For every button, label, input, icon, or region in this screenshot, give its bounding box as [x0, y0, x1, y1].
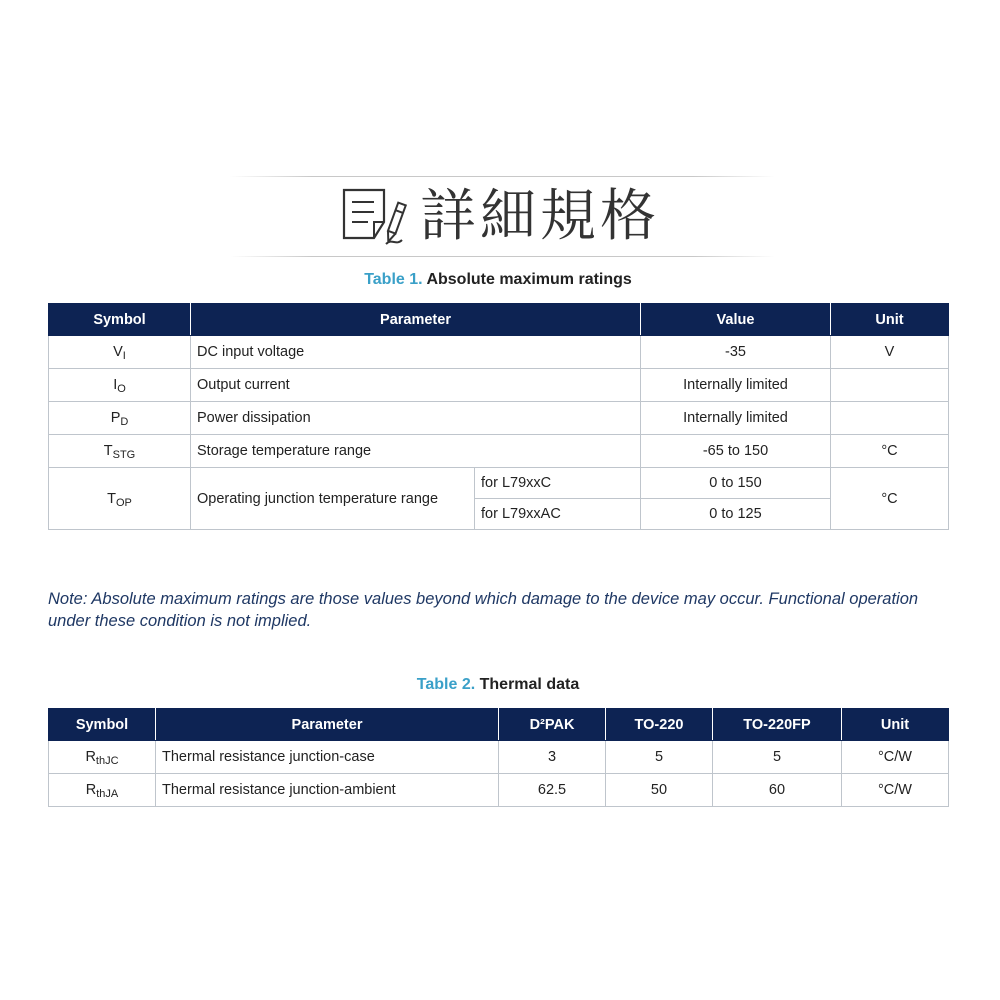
symbol-subscript: thJA — [96, 788, 119, 800]
table-row — [49, 468, 949, 499]
parameter-cell: Power dissipation — [191, 402, 641, 435]
unit-cell — [831, 402, 949, 435]
d2pak-cell: 62.5 — [499, 774, 606, 807]
unit-cell: °C — [831, 435, 949, 468]
parameter-cell: Output current — [191, 369, 641, 402]
absolute-max-ratings-table — [48, 303, 949, 530]
table-header-row — [49, 709, 949, 741]
table1-caption-number: Table 1. — [364, 271, 423, 288]
condition-cell: for L79xxAC — [475, 499, 641, 530]
condition-cell: for L79xxC — [475, 468, 641, 499]
value-cell: -65 to 150 — [641, 435, 831, 468]
symbol-main: R — [85, 782, 97, 798]
value-cell: Internally limited — [641, 369, 831, 402]
symbol-cell — [49, 402, 191, 435]
to220-cell: 50 — [606, 774, 713, 807]
symbol-subscript: thJC — [95, 755, 119, 767]
symbol-subscript: OP — [115, 496, 132, 509]
symbol-main: I — [113, 377, 118, 393]
thermal-data-table — [48, 708, 949, 807]
table-row — [49, 336, 949, 369]
header-value: Value — [641, 304, 831, 336]
value-cell: -35 — [641, 336, 831, 369]
header-parameter: Parameter — [191, 304, 641, 336]
banner-bottom-divider — [230, 256, 775, 257]
unit-cell: °C — [831, 468, 949, 530]
table-row — [49, 774, 949, 807]
symbol-main: T — [103, 443, 113, 459]
symbol-cell — [49, 774, 156, 807]
parameter-cell: Operating junction temperature range — [191, 468, 475, 530]
banner-top-divider — [230, 176, 775, 177]
banner-title: 詳細規格 — [420, 184, 660, 249]
parameter-cell: Thermal resistance junction-ambient — [156, 774, 499, 807]
symbol-subscript: STG — [112, 449, 136, 461]
parameter-cell: Thermal resistance junction-case — [156, 741, 499, 774]
header-unit: Unit — [831, 304, 949, 336]
header-parameter: Parameter — [156, 709, 499, 741]
value-cell: Internally limited — [641, 402, 831, 435]
symbol-main: P — [110, 410, 121, 426]
parameter-cell: Storage temperature range — [191, 435, 641, 468]
unit-cell: V — [831, 336, 949, 369]
symbol-cell — [49, 741, 156, 774]
d2pak-cell: 3 — [499, 741, 606, 774]
header-unit: Unit — [842, 709, 949, 741]
table2-caption-number: Table 2. — [416, 676, 476, 693]
unit-cell: °C/W — [842, 774, 949, 807]
table1-caption-text: Absolute maximum ratings — [426, 271, 632, 288]
to220-cell: 5 — [606, 741, 713, 774]
header-to220fp: TO-220FP — [713, 709, 842, 741]
table-row — [49, 741, 949, 774]
symbol-cell — [49, 435, 191, 468]
table-row — [49, 369, 949, 402]
value-cell: 0 to 125 — [641, 499, 831, 530]
document-pencil-icon — [340, 186, 416, 250]
header-to220: TO-220 — [606, 709, 713, 741]
unit-cell: °C/W — [842, 741, 949, 774]
parameter-cell: DC input voltage — [191, 336, 641, 369]
header-symbol: Symbol — [49, 709, 156, 741]
symbol-main: R — [85, 749, 96, 765]
table-header-row — [49, 304, 949, 336]
table2-caption — [48, 676, 948, 694]
symbol-cell — [49, 336, 191, 369]
to220fp-cell: 60 — [713, 774, 842, 807]
symbol-cell — [49, 468, 191, 530]
header-symbol: Symbol — [49, 304, 191, 336]
table-row — [49, 435, 949, 468]
value-cell: 0 to 150 — [641, 468, 831, 499]
symbol-subscript: O — [117, 383, 126, 395]
unit-cell — [831, 369, 949, 402]
header-d2pak: D²PAK — [499, 709, 606, 741]
table2-caption-text: Thermal data — [479, 676, 580, 693]
spec-banner — [230, 174, 775, 259]
symbol-subscript: I — [122, 350, 126, 362]
to220fp-cell: 5 — [713, 741, 842, 774]
symbol-subscript: D — [120, 416, 129, 428]
ratings-note: Note: Absolute maximum ratings are those values beyond which damage to the device may occur. Functional operation under these condition is not implied. — [48, 590, 919, 630]
symbol-cell — [49, 369, 191, 402]
symbol-main: T — [107, 490, 116, 507]
table-row — [49, 402, 949, 435]
table1-caption — [48, 271, 948, 289]
symbol-main: V — [113, 344, 123, 360]
